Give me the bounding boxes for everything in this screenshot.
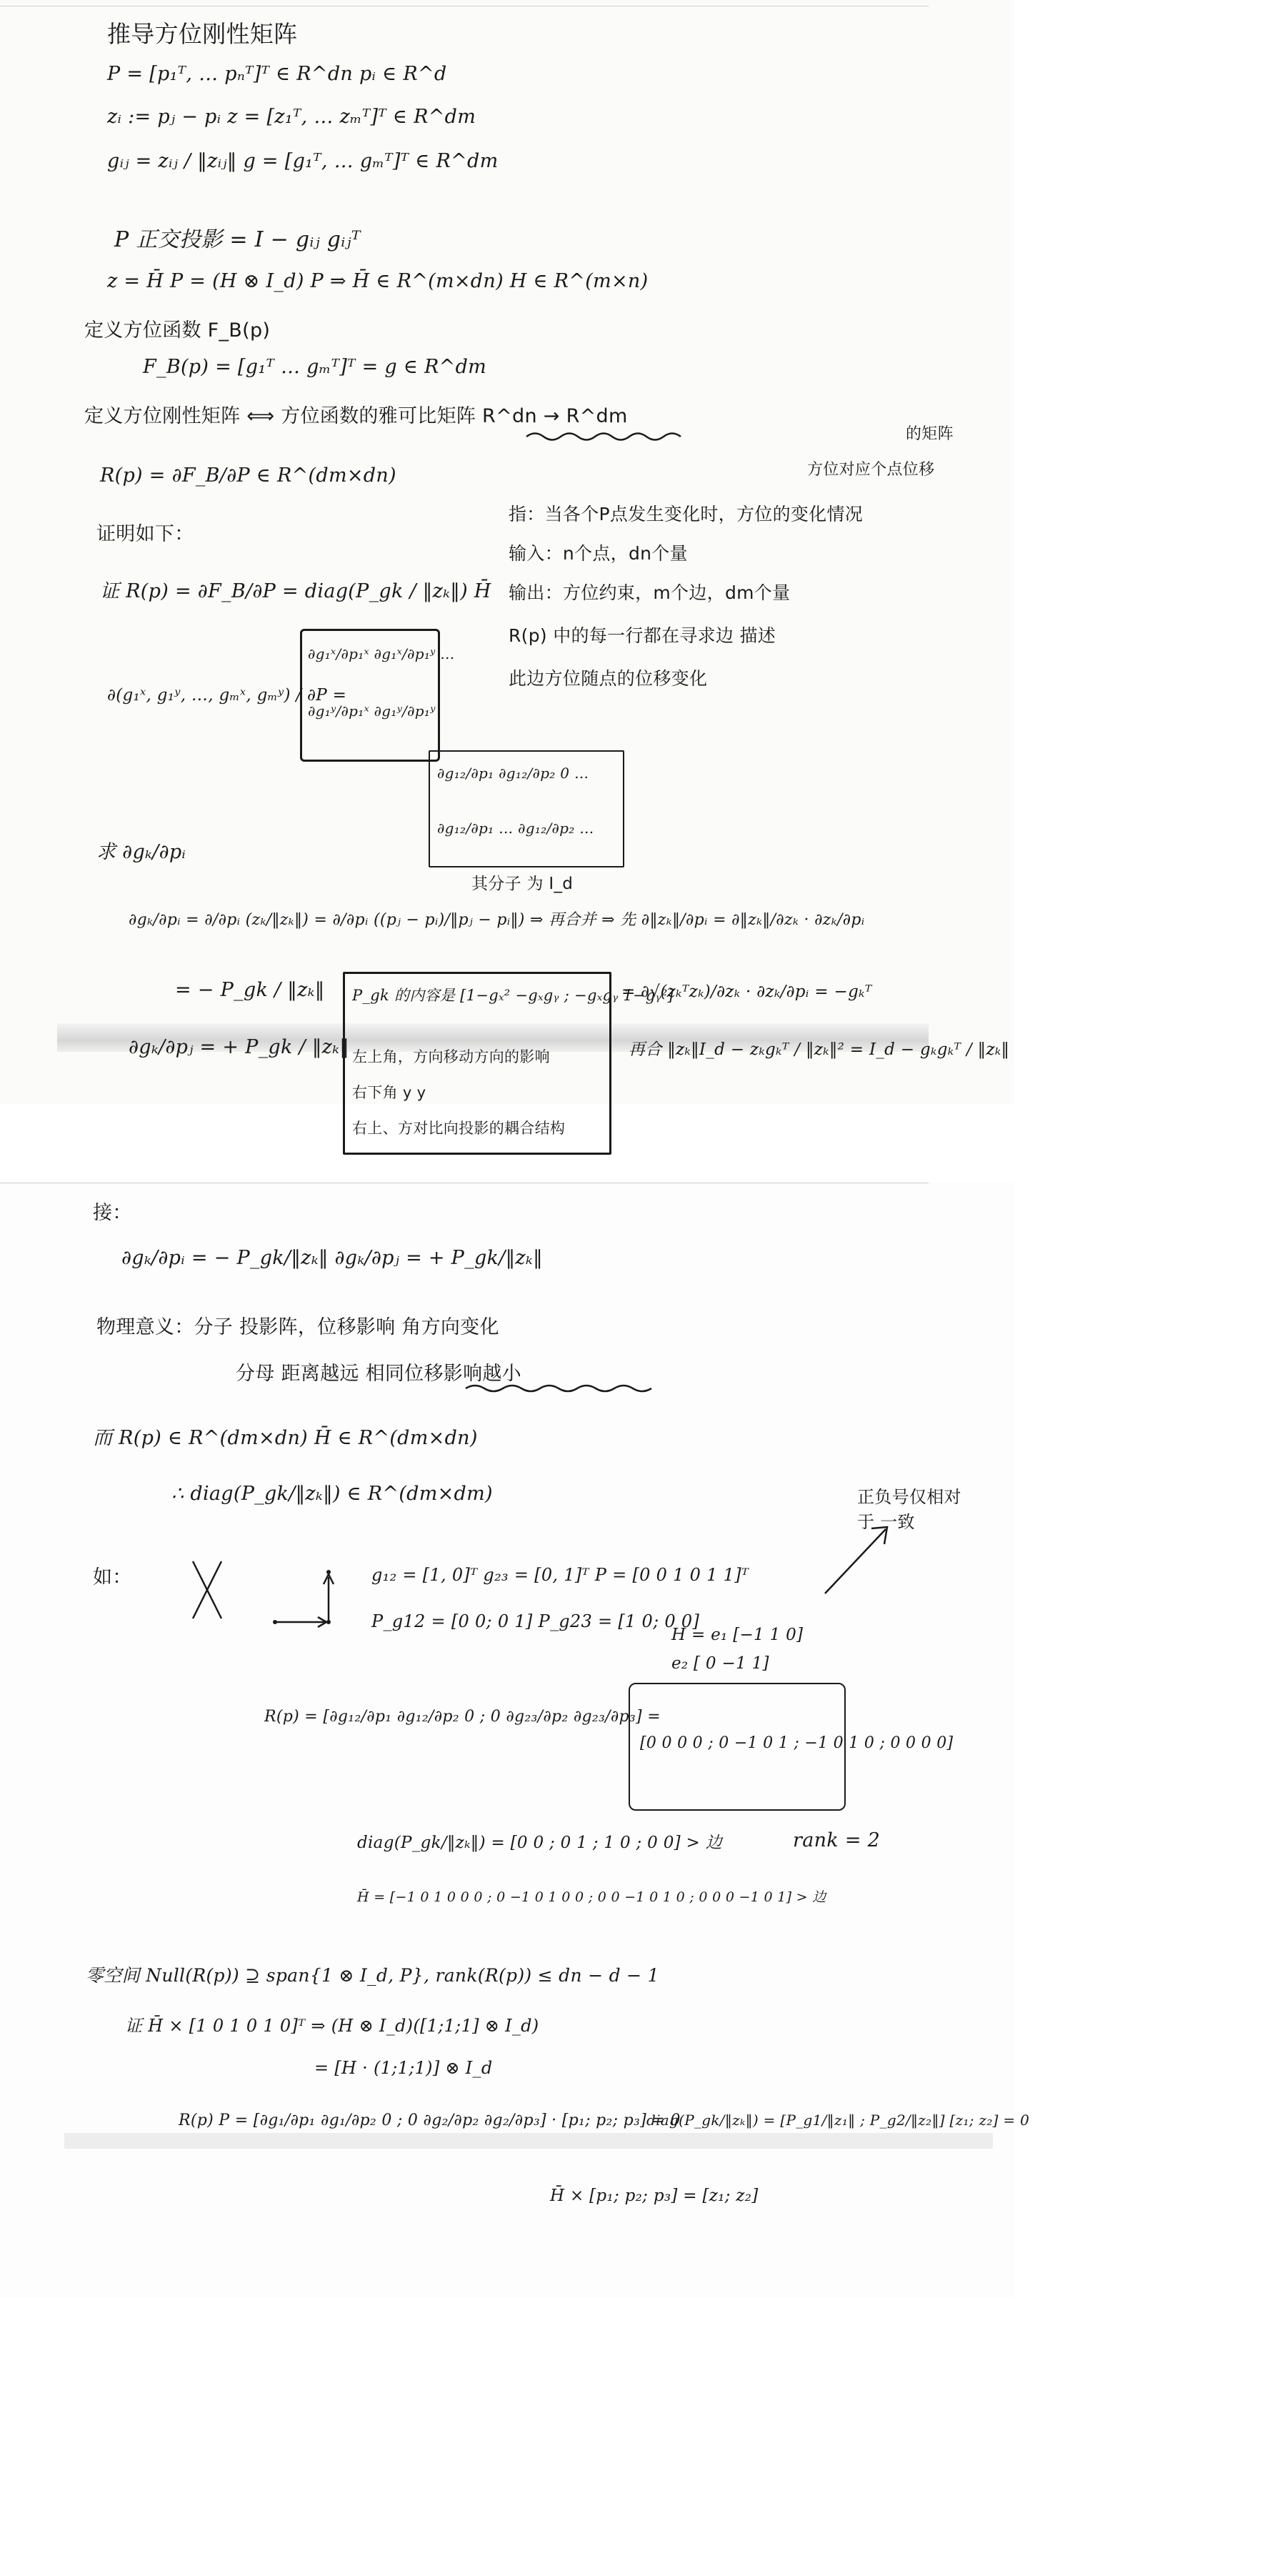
edge-block-row-2: ∂g₁₂/∂p₁ … ∂g₁₂/∂p₂ … (437, 820, 594, 837)
note-meaning: 指：当各个P点发生变化时，方位的变化情况 (509, 504, 864, 524)
graph-diagram-icon (179, 1540, 343, 1640)
note-input: 输入：n个点，dn个量 (509, 543, 688, 564)
projection-off-diagonal: 右上、方对比向投影的耦合结构 (352, 1120, 566, 1137)
sign-note: 正负号仅相对于 一致 (857, 1487, 961, 1532)
projection-note-box (343, 972, 674, 1155)
derivative-result-j: ∂gₖ/∂pⱼ = + P_gk / ‖zₖ‖ (129, 1036, 350, 1058)
jacobian-row-2: ∂g₁ʸ/∂p₁ˣ ∂g₁ʸ/∂p₁ʸ (308, 702, 436, 720)
wavy-underline (464, 1383, 657, 1394)
denominator-meaning: 分母 距离越远 相同位移影响越小 (236, 1363, 521, 1385)
rigidity-matrix-values: [0 0 0 0 ; 0 −1 0 1 ; −1 0 1 0 ; 0 0 0 0] (640, 1734, 954, 1752)
projection-values: P_g12 = [0 0; 0 1] P_g23 = [1 0; 0 0] (371, 1611, 700, 1631)
bearing-values: g₁₂ = [1, 0]ᵀ g₂₃ = [0, 1]ᵀ P = [0 0 1 0 1 1]ᵀ (371, 1565, 749, 1585)
norm-derivative: = ∂√(zₖᵀzₖ)/∂zₖ · ∂zₖ/∂pᵢ = −gₖᵀ (621, 983, 872, 1001)
note-row-meaning: R(p) 中的每一行都在寻求边 描述 (509, 625, 776, 646)
null-space-statement: 零空间 Null(R(p)) ⊇ span{1 ⊗ I_d, P}, rank(R(p)) ≤ dn − d − 1 (86, 1965, 659, 1986)
wavy-underline (525, 430, 682, 443)
page-title: 推导方位刚性矩阵 (107, 20, 298, 48)
diag-times-z: diag(P_gk/‖zₖ‖) = [P_g1/‖z₁‖ ; P_g2/‖z₂‖] [z₁; z₂] = 0 (646, 2112, 1030, 2129)
arrow-icon (821, 1518, 900, 1597)
note-edge-change: 此边方位随点的位移变化 (509, 668, 708, 689)
proof-statement: 证 R(p) = ∂F_B/∂P = diag(P_gk / ‖zₖ‖) H̄ (100, 580, 491, 602)
derivative-task: 求 ∂gₖ/∂pᵢ (96, 841, 186, 863)
continued-label: 接： (93, 1202, 132, 1224)
Hbar-times-p: H̄ × [p₁; p₂; p₃] = [z₁; z₂] (550, 2187, 759, 2205)
null-space-proof: 证 H̄ × [1 0 1 0 1 0]ᵀ ⇒ (H ⊗ I_d)([1;1;1] ⊗ I_d) (125, 2016, 539, 2036)
projection-content: P_gk 的内容是 [1−gₓ² −gₓgᵧ ; −gₓgᵧ 1−gᵧ²] (352, 987, 674, 1004)
derivative-expansion: ∂gₖ/∂pᵢ = ∂/∂pᵢ (zₖ/‖zₖ‖) = ∂/∂pᵢ ((pⱼ − pᵢ)/‖pⱼ − pᵢ‖) ⇒ 再合并 ⇒ 先 ∂‖zₖ‖/∂pᵢ = ∂‖zₖ‖/∂zₖ · ∂zₖ/∂pᵢ (129, 911, 865, 929)
dimension-statement: 而 R(p) ∈ R^(dm×dn) H̄ ∈ R^(dm×dn) (93, 1427, 478, 1449)
jacobian-row-1: ∂g₁ˣ/∂p₁ˣ ∂g₁ˣ/∂p₁ʸ … (308, 645, 455, 662)
definition-z: zᵢ := pⱼ − pᵢ z = [z₁ᵀ, … zₘᵀ]ᵀ ∈ R^dm (107, 106, 476, 128)
top-notes-page (0, 0, 1014, 1137)
incidence-row-1: H = e₁ [−1 1 0] (671, 1626, 804, 1644)
derivatives-summary: ∂gₖ/∂pᵢ = − P_gk/‖zₖ‖ ∂gₖ/∂pⱼ = + P_gk/‖zₖ‖ (121, 1247, 543, 1269)
jacobian-edge-block (429, 750, 624, 867)
incidence-row-2: e₂ [ 0 −1 1] (671, 1654, 769, 1673)
side-note-bearing: 方位对应个点位移 (807, 461, 935, 479)
projection-bottom-right: 右下角 y y (352, 1084, 426, 1101)
combined-result: 再合 ‖zₖ‖I_d − zₖgₖᵀ / ‖zₖ‖² = I_d − gₖgₖᵀ / ‖zₖ‖ (629, 1040, 1010, 1059)
bearing-rigidity-definition: 定义方位刚性矩阵 ⟺ 方位函数的雅可比矩阵 R^dn → R^dm (84, 405, 628, 427)
derivative-result-i: = − P_gk / ‖zₖ‖ (175, 979, 325, 1001)
rigidity-example: R(p) = [∂g₁₂/∂p₁ ∂g₁₂/∂p₂ 0 ; 0 ∂g₂₃/∂p₂ ∂g₂₃/∂p₃] = (264, 1708, 661, 1726)
definition-P: P = [p₁ᵀ, … pₙᵀ]ᵀ ∈ R^dn pᵢ ∈ R^d (107, 63, 447, 85)
bearing-function-definition: 定义方位函数 F_B(p) (84, 319, 271, 342)
physical-meaning: 物理意义：分子 投影阵，位移影响 角方向变化 (96, 1316, 499, 1338)
null-space-kron: = [H · (1;1;1)] ⊗ I_d (314, 2058, 493, 2078)
bearing-function-value: F_B(p) = [g₁ᵀ … gₘᵀ]ᵀ = g ∈ R^dm (143, 356, 487, 378)
side-note-matrix: 的矩阵 (906, 425, 954, 443)
edge-block-row-1: ∂g₁₂/∂p₁ ∂g₁₂/∂p₂ 0 … (437, 765, 589, 782)
incidence-relation: z = H̄ P = (H ⊗ I_d) P ⇒ H̄ ∈ R^(m×dn) H ∈ R^(m×n) (107, 270, 649, 292)
orthogonal-projection: P 正交投影 = I − gᵢⱼ gᵢⱼᵀ (114, 227, 361, 252)
note-output: 输出：方位约束，m个边，dm个量 (509, 582, 791, 603)
jacobian-block-box (300, 629, 455, 762)
rigidity-matrix-box (629, 1683, 954, 1811)
diag-dimension: ∴ diag(P_gk/‖zₖ‖) ∈ R^(dm×dm) (171, 1483, 493, 1505)
rigidity-matrix-def: R(p) = ∂F_B/∂P ∈ R^(dm×dn) (100, 464, 396, 487)
rank-value: rank = 2 (793, 1829, 881, 1851)
scan-shadow (64, 2133, 993, 2149)
projection-top-left: 左上角，方向移动方向的影响 (352, 1048, 550, 1065)
Hbar-example: H̄ = [−1 0 1 0 0 0 ; 0 −1 0 1 0 0 ; 0 0 −1 0 1 0 ; 0 0 0 −1 0 1] > 边 (357, 1889, 826, 1905)
diag-example: diag(P_gk/‖zₖ‖) = [0 0 ; 0 1 ; 1 0 ; 0 0] > 边 (357, 1834, 723, 1852)
bottom-notes-page (0, 1183, 1030, 2297)
RP-zero: R(p) P = [∂g₁/∂p₁ ∂g₁/∂p₂ 0 ; 0 ∂g₂/∂p₂ ∂g₂/∂p₃] · [p₁; p₂; p₃] = 0 (179, 2112, 681, 2129)
proof-heading: 证明如下： (96, 523, 194, 545)
numerator-note: 其分子 为 I_d (471, 875, 574, 893)
jacobian-structure: ∂(g₁ˣ, g₁ʸ, …, gₘˣ, gₘʸ) / ∂P = (107, 686, 347, 705)
example-label: 如： (93, 1566, 132, 1588)
definition-g: gᵢⱼ = zᵢⱼ / ‖zᵢⱼ‖ g = [g₁ᵀ, … gₘᵀ]ᵀ ∈ R^dm (107, 150, 499, 172)
